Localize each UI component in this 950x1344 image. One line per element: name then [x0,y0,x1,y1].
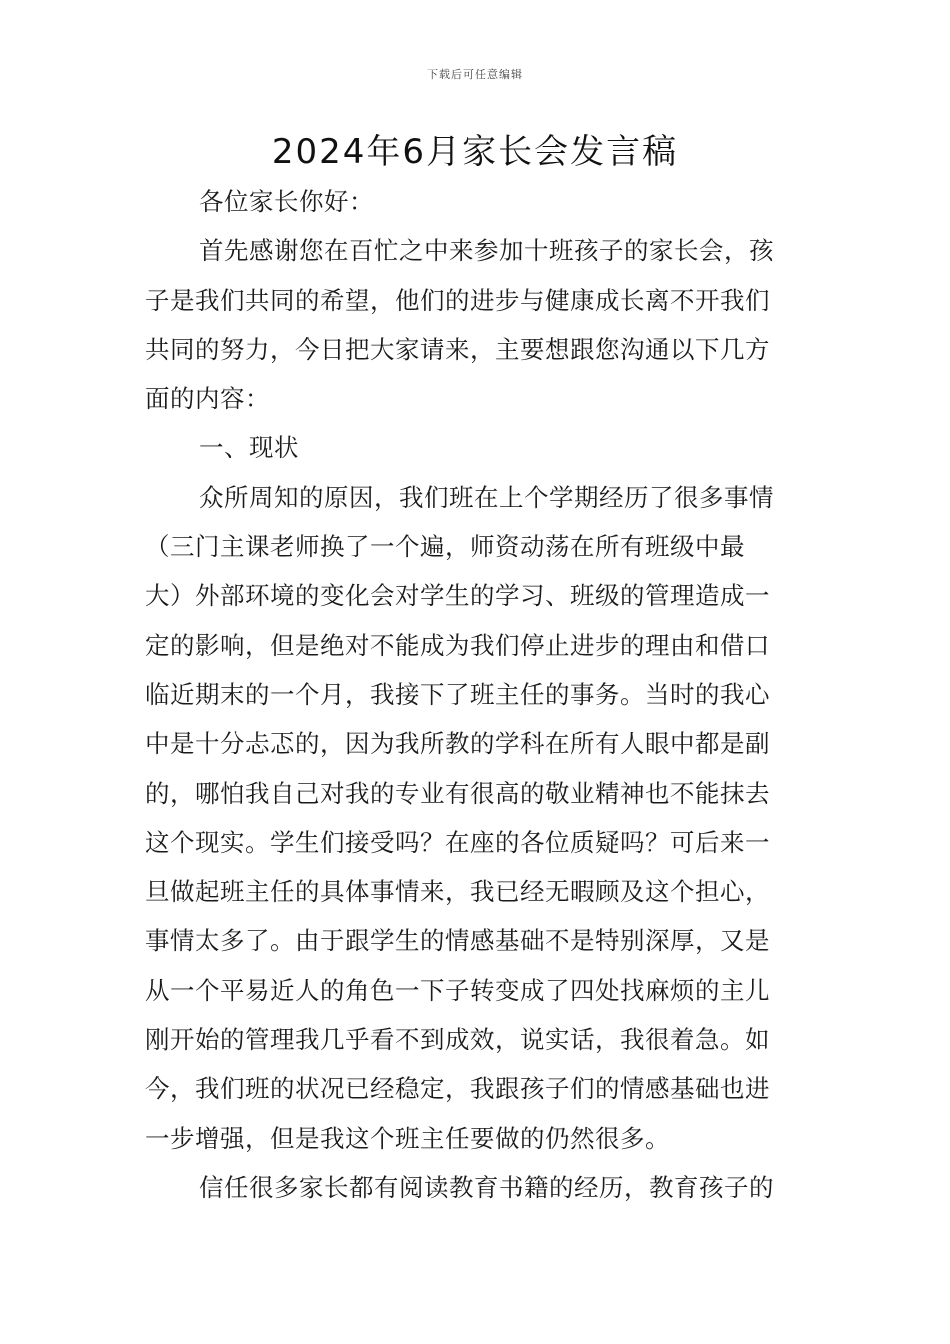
text-line: 各位家长你好： [199,187,374,216]
text-line: 旦做起班主任的具体事情来，我已经无暇顾及这个担心， [145,877,770,907]
text-line: 刚开始的管理我几乎看不到成效，说实话，我很着急。如 [145,1025,770,1055]
text-line: （三门主课老师换了一个遍，师资动荡在所有班级中最 [145,532,745,562]
text-line: 信任很多家长都有阅读教育书籍的经历，教育孩子的 [199,1172,774,1202]
text-line: 首先感谢您在百忙之中来参加十班孩子的家长会，孩 [199,236,774,266]
text-line: 子是我们共同的希望，他们的进步与健康成长离不开我们 [145,285,770,315]
text-line: 定的影响，但是绝对不能成为我们停止进步的理由和借口 [145,630,770,660]
text-line: 的，哪怕我自己对我的专业有很高的敬业精神也不能抹去 [145,778,770,808]
text-line: 临近期末的一个月，我接下了班主任的事务。当时的我心 [145,679,770,709]
text-line: 共同的努力，今日把大家请来，主要想跟您沟通以下几方 [145,334,770,364]
text-line: 从一个平易近人的角色一下子转变成了四处找麻烦的主儿 [145,975,770,1005]
text-line: 中是十分忐忑的，因为我所教的学科在所有人眼中都是副 [145,729,770,759]
text-line: 这个现实。学生们接受吗？在座的各位质疑吗？可后来一 [145,827,770,857]
text-line: 大）外部环境的变化会对学生的学习、班级的管理造成一 [145,581,770,611]
text-line: 事情太多了。由于跟学生的情感基础不是特别深厚，又是 [145,926,770,956]
text-line: 一步增强，但是我这个班主任要做的仍然很多。 [145,1123,670,1153]
header-note: 下载后可任意编辑 [427,68,523,81]
document-body [145,177,807,1212]
text-line: 今，我们班的状况已经稳定，我跟孩子们的情感基础也进 [145,1074,770,1104]
text-line: 众所周知的原因，我们班在上个学期经历了很多事情 [199,482,774,512]
text-line: 面的内容： [145,384,270,414]
document-title: 2024年6月家长会发言稿 [271,132,679,172]
text-line: 一、现状 [199,433,299,463]
